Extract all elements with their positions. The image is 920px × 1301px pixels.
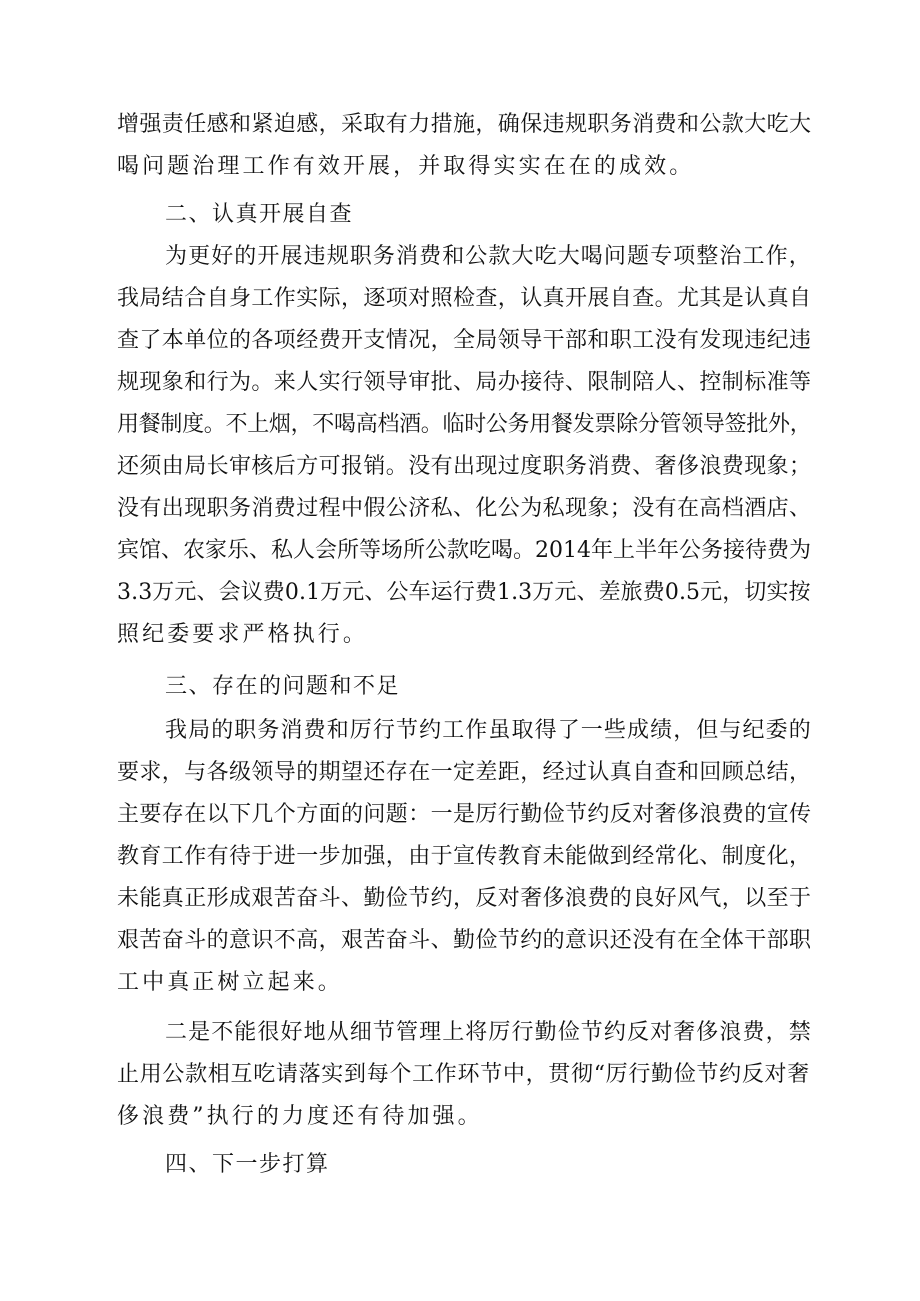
body-line: 规现象和行为。来人实行领导审批、局办接待、限制陪人、控制标准等 (117, 370, 812, 395)
body-line: 未能真正形成艰苦奋斗、勤俭节约，反对奢侈浪费的良好风气，以至于 (117, 886, 812, 911)
body-line: 我局的职务消费和厉行节约工作虽取得了一些成绩，但与纪委的 (165, 718, 812, 743)
section-heading-problems: 三、存在的问题和不足 (165, 674, 401, 699)
body-line: 侈浪费”执行的力度还有待加强。 (117, 1104, 483, 1129)
body-line: 3.3万元、会议费0.1万元、公车运行费1.3万元、差旅费0.5元，切实按 (117, 580, 811, 605)
body-line: 还须由局长审核后方可报销。没有出现过度职务消费、奢侈浪费现象； (117, 454, 812, 479)
body-line: 主要存在以下几个方面的问题：一是厉行勤俭节约反对奢侈浪费的宣传 (117, 802, 812, 827)
body-line: 增强责任感和紧迫感，采取有力措施，确保违规职务消费和公款大吃大 (117, 112, 812, 137)
body-line: 二是不能很好地从细节管理上将厉行勤俭节约反对奢侈浪费，禁 (165, 1020, 812, 1045)
body-line: 喝问题治理工作有效开展，并取得实实在在的成效。 (117, 154, 695, 179)
body-line: 查了本单位的各项经费开支情况，全局领导干部和职工没有发现违纪违 (117, 328, 812, 353)
body-line: 教育工作有待于进一步加强，由于宣传教育未能做到经常化、制度化， (117, 844, 812, 869)
body-line: 工中真正树立起来。 (117, 970, 343, 995)
section-heading-self-inspection: 二、认真开展自查 (165, 202, 354, 227)
body-line: 用餐制度。不上烟，不喝高档酒。临时公务用餐发票除分管领导签批外， (117, 412, 812, 437)
body-line: 为更好的开展违规职务消费和公款大吃大喝问题专项整治工作， (165, 244, 812, 269)
body-line: 要求，与各级领导的期望还存在一定差距，经过认真自查和回顾总结， (117, 760, 812, 785)
body-line: 照纪委要求严格执行。 (117, 622, 369, 647)
body-line: 我局结合自身工作实际，逐项对照检查，认真开展自查。尤其是认真自 (117, 286, 812, 311)
body-line: 宾馆、农家乐、私人会所等场所公款吃喝。2014年上半年公务接待费为 (117, 538, 811, 563)
body-line: 止用公款相互吃请落实到每个工作环节中，贯彻“厉行勤俭节约反对奢 (117, 1062, 810, 1087)
body-line: 艰苦奋斗的意识不高，艰苦奋斗、勤俭节约的意识还没有在全体干部职 (117, 928, 812, 953)
body-line: 没有出现职务消费过程中假公济私、化公为私现象；没有在高档酒店、 (117, 496, 812, 521)
section-heading-next-steps: 四、下一步打算 (165, 1152, 330, 1177)
